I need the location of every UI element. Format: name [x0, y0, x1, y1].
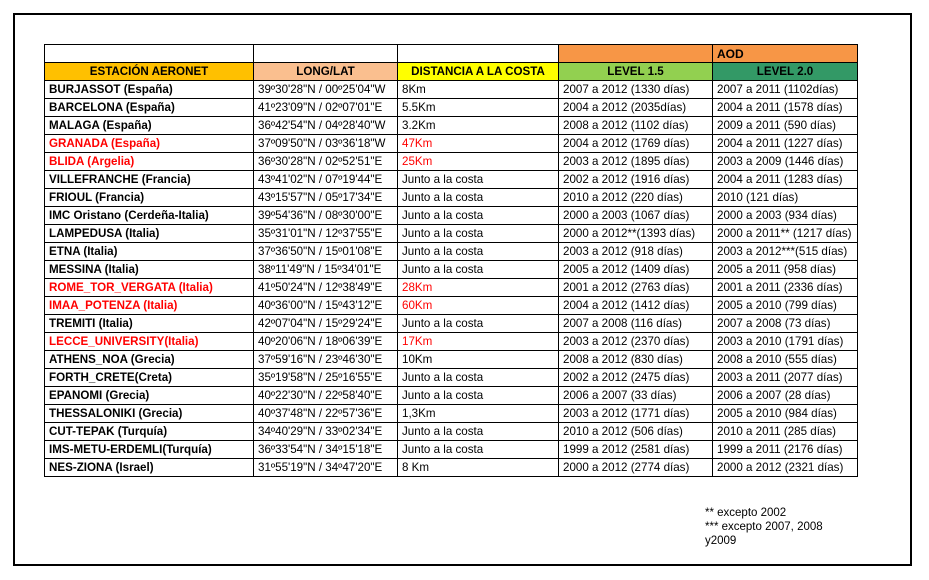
distance-cell: Junto a la costa	[398, 189, 559, 207]
coords-cell: 36º33'54"N / 34º15'18"E	[254, 441, 398, 459]
station-cell: TREMITI (Italia)	[45, 315, 254, 333]
coords-cell: 40º22'30"N / 22º58'40"E	[254, 387, 398, 405]
coords-cell: 43º15'57"N / 05º17'34"E	[254, 189, 398, 207]
level15-cell: 2002 a 2012 (1916 días)	[559, 171, 713, 189]
station-cell: THESSALONIKI (Grecia)	[45, 405, 254, 423]
coords-cell: 39º30'28"N / 00º25'04"W	[254, 81, 398, 99]
table-row	[45, 279, 858, 297]
table-row	[45, 369, 858, 387]
level15-cell: 1999 a 2012 (2581 días)	[559, 441, 713, 459]
distance-cell: Junto a la costa	[398, 387, 559, 405]
table-top-header-row	[45, 45, 858, 63]
station-cell: BURJASSOT (España)	[45, 81, 254, 99]
footnote-1: ** excepto 2002	[705, 507, 787, 519]
distance-cell: Junto a la costa	[398, 225, 559, 243]
level15-cell: 2001 a 2012 (2763 días)	[559, 279, 713, 297]
station-cell: NES-ZIONA (Israel)	[45, 459, 254, 477]
coords-cell: 31º55'19"N / 34º47'20"E	[254, 459, 398, 477]
table-body	[45, 81, 858, 477]
distance-cell: Junto a la costa	[398, 369, 559, 387]
distance-cell: 25Km	[398, 153, 559, 171]
table-row	[45, 261, 858, 279]
table-row	[45, 405, 858, 423]
level15-cell: 2007 a 2012 (1330 días)	[559, 81, 713, 99]
table-row	[45, 117, 858, 135]
footnote-3: y2009	[705, 535, 737, 547]
level15-cell: 2003 a 2012 (1771 días)	[559, 405, 713, 423]
table-row	[45, 171, 858, 189]
level15-cell: 2010 a 2012 (506 días)	[559, 423, 713, 441]
level15-cell: 2000 a 2003 (1067 días)	[559, 207, 713, 225]
table-row	[45, 99, 858, 117]
distance-cell: 5.5Km	[398, 99, 559, 117]
station-cell: BARCELONA (España)	[45, 99, 254, 117]
distance-cell: 8 Km	[398, 459, 559, 477]
station-cell: CUT-TEPAK (Turquía)	[45, 423, 254, 441]
coords-cell: 35º19'58"N / 25º16'55"E	[254, 369, 398, 387]
table-row	[45, 207, 858, 225]
distance-cell: Junto a la costa	[398, 207, 559, 225]
table-row	[45, 333, 858, 351]
coords-cell: 36º42'54"N / 04º28'40"W	[254, 117, 398, 135]
level15-cell: 2008 a 2012 (830 días)	[559, 351, 713, 369]
station-cell: IMS-METU-ERDEMLI(Turquía)	[45, 441, 254, 459]
level20-cell: 2003 a 2012***(515 días)	[713, 243, 858, 261]
aod-header-spacer	[559, 45, 713, 63]
station-cell: LAMPEDUSA (Italia)	[45, 225, 254, 243]
level15-column-header: LEVEL 1.5	[559, 63, 713, 81]
level20-cell: 2005 a 2010 (984 días)	[713, 405, 858, 423]
coords-cell: 34º40'29"N / 33º02'34"E	[254, 423, 398, 441]
coords-cell: 43º41'02"N / 07º19'44"E	[254, 171, 398, 189]
table-row	[45, 189, 858, 207]
table-row	[45, 387, 858, 405]
level20-cell: 2000 a 2011** (1217 días)	[713, 225, 858, 243]
station-cell: MALAGA (España)	[45, 117, 254, 135]
level20-cell: 2004 a 2011 (1578 días)	[713, 99, 858, 117]
station-cell: FORTH_CRETE(Creta)	[45, 369, 254, 387]
level20-cell: 2005 a 2010 (799 días)	[713, 297, 858, 315]
level20-cell: 2007 a 2011 (1102días)	[713, 81, 858, 99]
table-column-header-row	[45, 63, 858, 81]
distance-cell: 17Km	[398, 333, 559, 351]
coords-cell: 37º59'16"N / 23º46'30"E	[254, 351, 398, 369]
distance-cell: 3.2Km	[398, 117, 559, 135]
blank-header-cell	[45, 45, 254, 63]
station-cell: ATHENS_NOA (Grecia)	[45, 351, 254, 369]
blank-header-cell	[254, 45, 398, 63]
level20-cell: 2009 a 2011 (590 días)	[713, 117, 858, 135]
coords-cell: 40º36'00"N / 15º43'12"E	[254, 297, 398, 315]
table-row	[45, 81, 858, 99]
level20-cell: 2006 a 2007 (28 días)	[713, 387, 858, 405]
level15-cell: 2008 a 2012 (1102 días)	[559, 117, 713, 135]
station-cell: IMC Oristano (Cerdeña-Italia)	[45, 207, 254, 225]
level20-cell: 2008 a 2010 (555 días)	[713, 351, 858, 369]
table-row	[45, 351, 858, 369]
coords-cell: 36º30'28"N / 02º52'51"E	[254, 153, 398, 171]
distance-column-header: DISTANCIA A LA COSTA	[398, 63, 559, 81]
coords-cell: 39º54'36"N / 08º30'00"E	[254, 207, 398, 225]
station-column-header: ESTACIÓN AERONET	[45, 63, 254, 81]
table-row	[45, 315, 858, 333]
distance-cell: 10Km	[398, 351, 559, 369]
level20-cell: 2007 a 2008 (73 días)	[713, 315, 858, 333]
footnote-2: *** excepto 2007, 2008	[705, 521, 823, 533]
distance-cell: Junto a la costa	[398, 423, 559, 441]
coords-cell: 38º11'49"N / 15º34'01"E	[254, 261, 398, 279]
level20-cell: 2003 a 2009 (1446 días)	[713, 153, 858, 171]
level20-cell: 2004 a 2011 (1283 días)	[713, 171, 858, 189]
level15-cell: 2003 a 2012 (918 días)	[559, 243, 713, 261]
coords-cell: 35º31'01"N / 12º37'55"E	[254, 225, 398, 243]
footnotes	[705, 506, 823, 548]
level15-cell: 2004 a 2012 (1769 días)	[559, 135, 713, 153]
level20-cell: 2010 (121 días)	[713, 189, 858, 207]
level15-cell: 2004 a 2012 (1412 días)	[559, 297, 713, 315]
level15-cell: 2005 a 2012 (1409 días)	[559, 261, 713, 279]
coords-cell: 37º09'50"N / 03º36'18"W	[254, 135, 398, 153]
level15-cell: 2007 a 2008 (116 días)	[559, 315, 713, 333]
aod-header: AOD	[713, 45, 858, 63]
distance-cell: 1,3Km	[398, 405, 559, 423]
level20-cell: 2001 a 2011 (2336 días)	[713, 279, 858, 297]
distance-cell: 8Km	[398, 81, 559, 99]
station-cell: LECCE_UNIVERSITY(Italia)	[45, 333, 254, 351]
level20-cell: 2000 a 2012 (2321 días)	[713, 459, 858, 477]
level15-cell: 2000 a 2012**(1393 días)	[559, 225, 713, 243]
station-cell: GRANADA (España)	[45, 135, 254, 153]
level20-cell: 2010 a 2011 (285 días)	[713, 423, 858, 441]
longlat-column-header: LONG/LAT	[254, 63, 398, 81]
distance-cell: Junto a la costa	[398, 261, 559, 279]
aeronet-stations-table	[44, 44, 858, 477]
table-row	[45, 459, 858, 477]
blank-header-cell	[398, 45, 559, 63]
station-cell: FRIOUL (Francia)	[45, 189, 254, 207]
distance-cell: 28Km	[398, 279, 559, 297]
level15-cell: 2000 a 2012 (2774 días)	[559, 459, 713, 477]
level15-cell: 2002 a 2012 (2475 días)	[559, 369, 713, 387]
table-row	[45, 135, 858, 153]
station-cell: MESSINA (Italia)	[45, 261, 254, 279]
coords-cell: 41º50'24"N / 12º38'49"E	[254, 279, 398, 297]
coords-cell: 40º37'48"N / 22º57'36"E	[254, 405, 398, 423]
level20-column-header: LEVEL 2.0	[713, 63, 858, 81]
level20-cell: 1999 a 2011 (2176 días)	[713, 441, 858, 459]
table-row	[45, 225, 858, 243]
distance-cell: Junto a la costa	[398, 171, 559, 189]
station-cell: EPANOMI (Grecia)	[45, 387, 254, 405]
table-row	[45, 441, 858, 459]
level20-cell: 2004 a 2011 (1227 días)	[713, 135, 858, 153]
coords-cell: 40º20'06"N / 18º06'39"E	[254, 333, 398, 351]
level15-cell: 2006 a 2007 (33 días)	[559, 387, 713, 405]
station-cell: BLIDA (Argelia)	[45, 153, 254, 171]
distance-cell: Junto a la costa	[398, 441, 559, 459]
level20-cell: 2005 a 2011 (958 días)	[713, 261, 858, 279]
level15-cell: 2003 a 2012 (1895 días)	[559, 153, 713, 171]
level20-cell: 2000 a 2003 (934 días)	[713, 207, 858, 225]
table-row	[45, 297, 858, 315]
station-cell: ETNA (Italia)	[45, 243, 254, 261]
distance-cell: Junto a la costa	[398, 315, 559, 333]
coords-cell: 41º23'09"N / 02º07'01"E	[254, 99, 398, 117]
level15-cell: 2003 a 2012 (2370 días)	[559, 333, 713, 351]
level15-cell: 2004 a 2012 (2035días)	[559, 99, 713, 117]
level20-cell: 2003 a 2011 (2077 días)	[713, 369, 858, 387]
distance-cell: 47Km	[398, 135, 559, 153]
station-cell: IMAA_POTENZA (Italia)	[45, 297, 254, 315]
station-cell: VILLEFRANCHE (Francia)	[45, 171, 254, 189]
distance-cell: Junto a la costa	[398, 243, 559, 261]
coords-cell: 42º07'04"N / 15º29'24"E	[254, 315, 398, 333]
station-cell: ROME_TOR_VERGATA (Italia)	[45, 279, 254, 297]
level15-cell: 2010 a 2012 (220 días)	[559, 189, 713, 207]
coords-cell: 37º36'50"N / 15º01'08"E	[254, 243, 398, 261]
distance-cell: 60Km	[398, 297, 559, 315]
level20-cell: 2003 a 2010 (1791 días)	[713, 333, 858, 351]
table-row	[45, 153, 858, 171]
table-row	[45, 243, 858, 261]
table-row	[45, 423, 858, 441]
